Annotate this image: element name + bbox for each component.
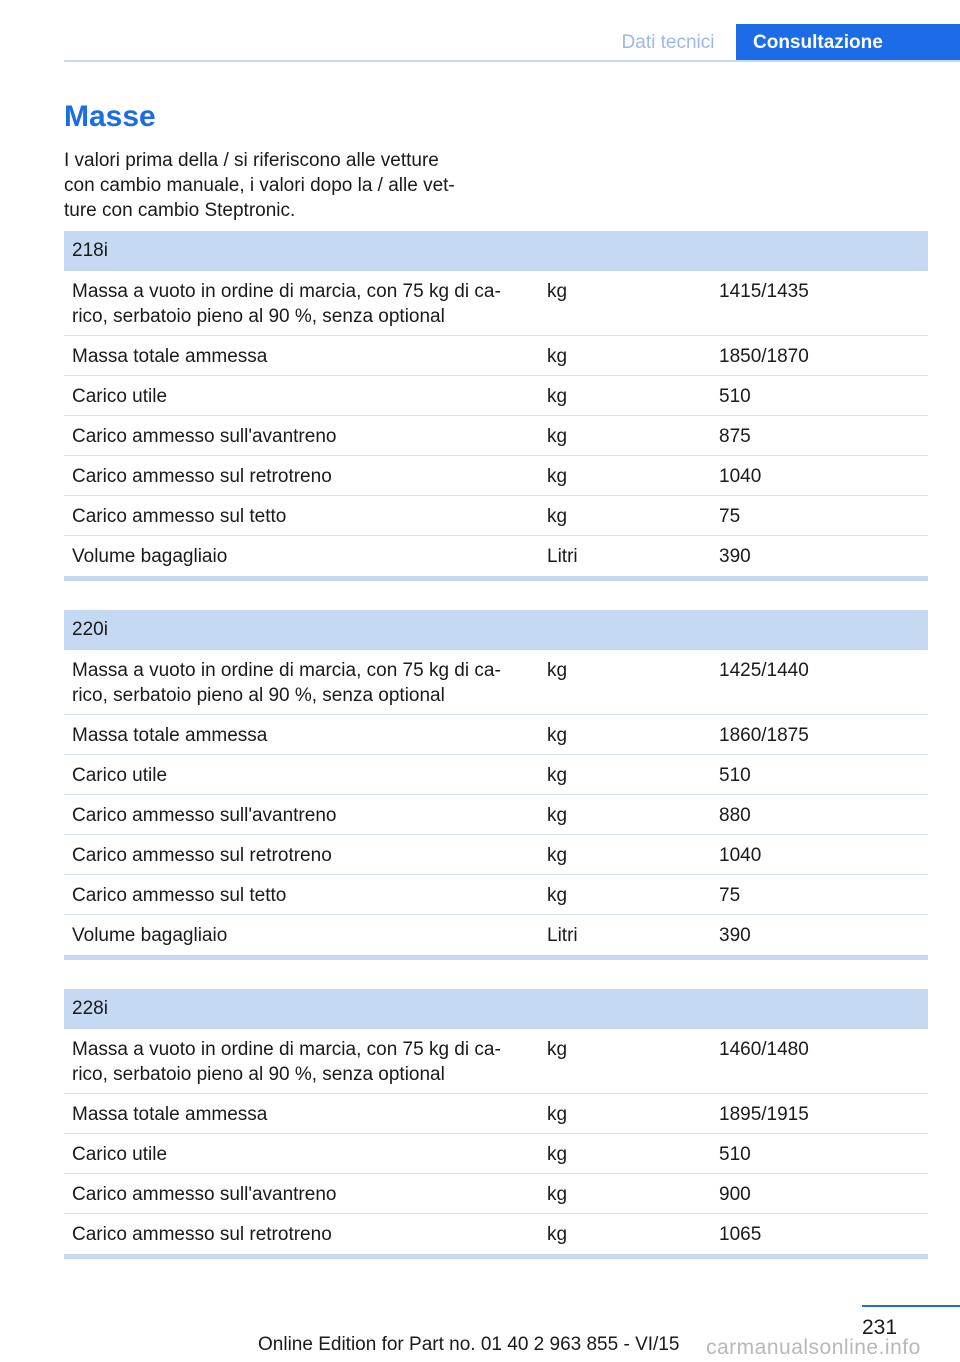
table-model-header: 218i (64, 231, 928, 271)
row-unit: Litri (547, 546, 578, 567)
row-value: 1040 (719, 845, 762, 866)
row-label-line: Massa a vuoto in ordine di marcia, con 75 kg di ca- (72, 660, 501, 681)
row-value: 1850/1870 (719, 346, 809, 367)
table-row (64, 536, 928, 576)
row-label (72, 279, 522, 329)
row-value: 390 (719, 925, 751, 946)
table-row (64, 875, 928, 915)
table-220i (64, 610, 928, 960)
row-label: Carico utile (72, 1144, 168, 1165)
table-row (64, 416, 928, 456)
row-label: Volume bagagliaio (72, 546, 228, 567)
table-row (64, 1029, 928, 1094)
row-label: Carico ammesso sull'avantreno (72, 1184, 337, 1205)
row-label: Volume bagagliaio (72, 925, 228, 946)
table-end-rule (64, 1254, 928, 1259)
table-row (64, 1134, 928, 1174)
row-unit: kg (547, 765, 568, 786)
header-rule (64, 60, 960, 62)
table-model-header: 228i (64, 989, 928, 1029)
row-label: Carico utile (72, 386, 168, 407)
table-row (64, 1174, 928, 1214)
row-unit: kg (547, 845, 568, 866)
row-label (72, 658, 522, 708)
row-value: 510 (719, 765, 751, 786)
table-row (64, 376, 928, 416)
row-value: 1040 (719, 466, 762, 487)
table-row (64, 336, 928, 376)
table-row (64, 271, 928, 336)
header-section-label: Dati tecnici (621, 32, 715, 53)
row-unit: kg (547, 725, 568, 746)
header-chapter-tab: Consultazione (736, 24, 960, 62)
table-row (64, 456, 928, 496)
row-unit: kg (547, 1039, 568, 1060)
row-unit: kg (547, 281, 568, 302)
page-title: Masse (64, 100, 156, 133)
table-end-rule (64, 576, 928, 581)
row-value: 900 (719, 1184, 751, 1205)
row-value: 880 (719, 805, 751, 826)
row-label-line: rico, serbatoio pieno al 90 %, senza optional (72, 1064, 445, 1085)
table-model-header: 220i (64, 610, 928, 650)
row-unit: kg (547, 346, 568, 367)
row-unit: kg (547, 426, 568, 447)
table-row (64, 1094, 928, 1134)
row-value: 390 (719, 546, 751, 567)
row-label-line: Massa a vuoto in ordine di marcia, con 75 kg di ca- (72, 1039, 501, 1060)
row-unit: kg (547, 1144, 568, 1165)
intro-line: I valori prima della / si riferiscono alle vetture (64, 150, 439, 171)
row-label: Carico ammesso sull'avantreno (72, 805, 337, 826)
row-unit: Litri (547, 925, 578, 946)
row-value: 75 (719, 506, 741, 527)
row-label: Carico ammesso sul tetto (72, 506, 287, 527)
table-row (64, 650, 928, 715)
table-end-rule (64, 955, 928, 960)
row-value: 510 (719, 386, 751, 407)
row-label: Carico ammesso sul tetto (72, 885, 287, 906)
intro-line: con cambio manuale, i valori dopo la / alle vet- (64, 175, 455, 196)
row-label-line: rico, serbatoio pieno al 90 %, senza optional (72, 685, 445, 706)
row-label-line: Massa a vuoto in ordine di marcia, con 75 kg di ca- (72, 281, 501, 302)
row-unit: kg (547, 506, 568, 527)
row-value: 1895/1915 (719, 1104, 809, 1125)
watermark: carmanualsonline.info (706, 1336, 921, 1359)
row-value: 1860/1875 (719, 725, 809, 746)
row-label (72, 1037, 522, 1087)
row-unit: kg (547, 1184, 568, 1205)
intro-paragraph (64, 148, 494, 223)
intro-line: ture con cambio Steptronic. (64, 200, 296, 221)
row-unit: kg (547, 1104, 568, 1125)
table-row (64, 835, 928, 875)
row-label: Carico ammesso sul retrotreno (72, 1224, 332, 1245)
table-228i (64, 989, 928, 1259)
row-unit: kg (547, 1224, 568, 1245)
row-label: Massa totale ammessa (72, 725, 268, 746)
row-value: 1065 (719, 1224, 762, 1245)
row-value: 1425/1440 (719, 660, 809, 681)
table-row (64, 755, 928, 795)
page-number: 231 (862, 1316, 898, 1339)
row-value: 1460/1480 (719, 1039, 809, 1060)
row-label: Carico ammesso sul retrotreno (72, 466, 332, 487)
table-row (64, 496, 928, 536)
edition-note: Online Edition for Part no. 01 40 2 963 855 - VI/15 (258, 1334, 680, 1355)
row-unit: kg (547, 805, 568, 826)
footer-rule (862, 1305, 960, 1307)
row-value: 510 (719, 1144, 751, 1165)
row-value: 1415/1435 (719, 281, 809, 302)
row-label: Carico ammesso sul retrotreno (72, 845, 332, 866)
table-row (64, 795, 928, 835)
row-label-line: rico, serbatoio pieno al 90 %, senza optional (72, 306, 445, 327)
row-label: Carico utile (72, 765, 168, 786)
row-unit: kg (547, 885, 568, 906)
table-218i (64, 231, 928, 581)
row-unit: kg (547, 466, 568, 487)
row-label: Carico ammesso sull'avantreno (72, 426, 337, 447)
row-unit: kg (547, 386, 568, 407)
table-row (64, 915, 928, 955)
row-unit: kg (547, 660, 568, 681)
table-row (64, 715, 928, 755)
row-value: 875 (719, 426, 751, 447)
row-label: Massa totale ammessa (72, 1104, 268, 1125)
row-value: 75 (719, 885, 741, 906)
table-row (64, 1214, 928, 1254)
row-label: Massa totale ammessa (72, 346, 268, 367)
